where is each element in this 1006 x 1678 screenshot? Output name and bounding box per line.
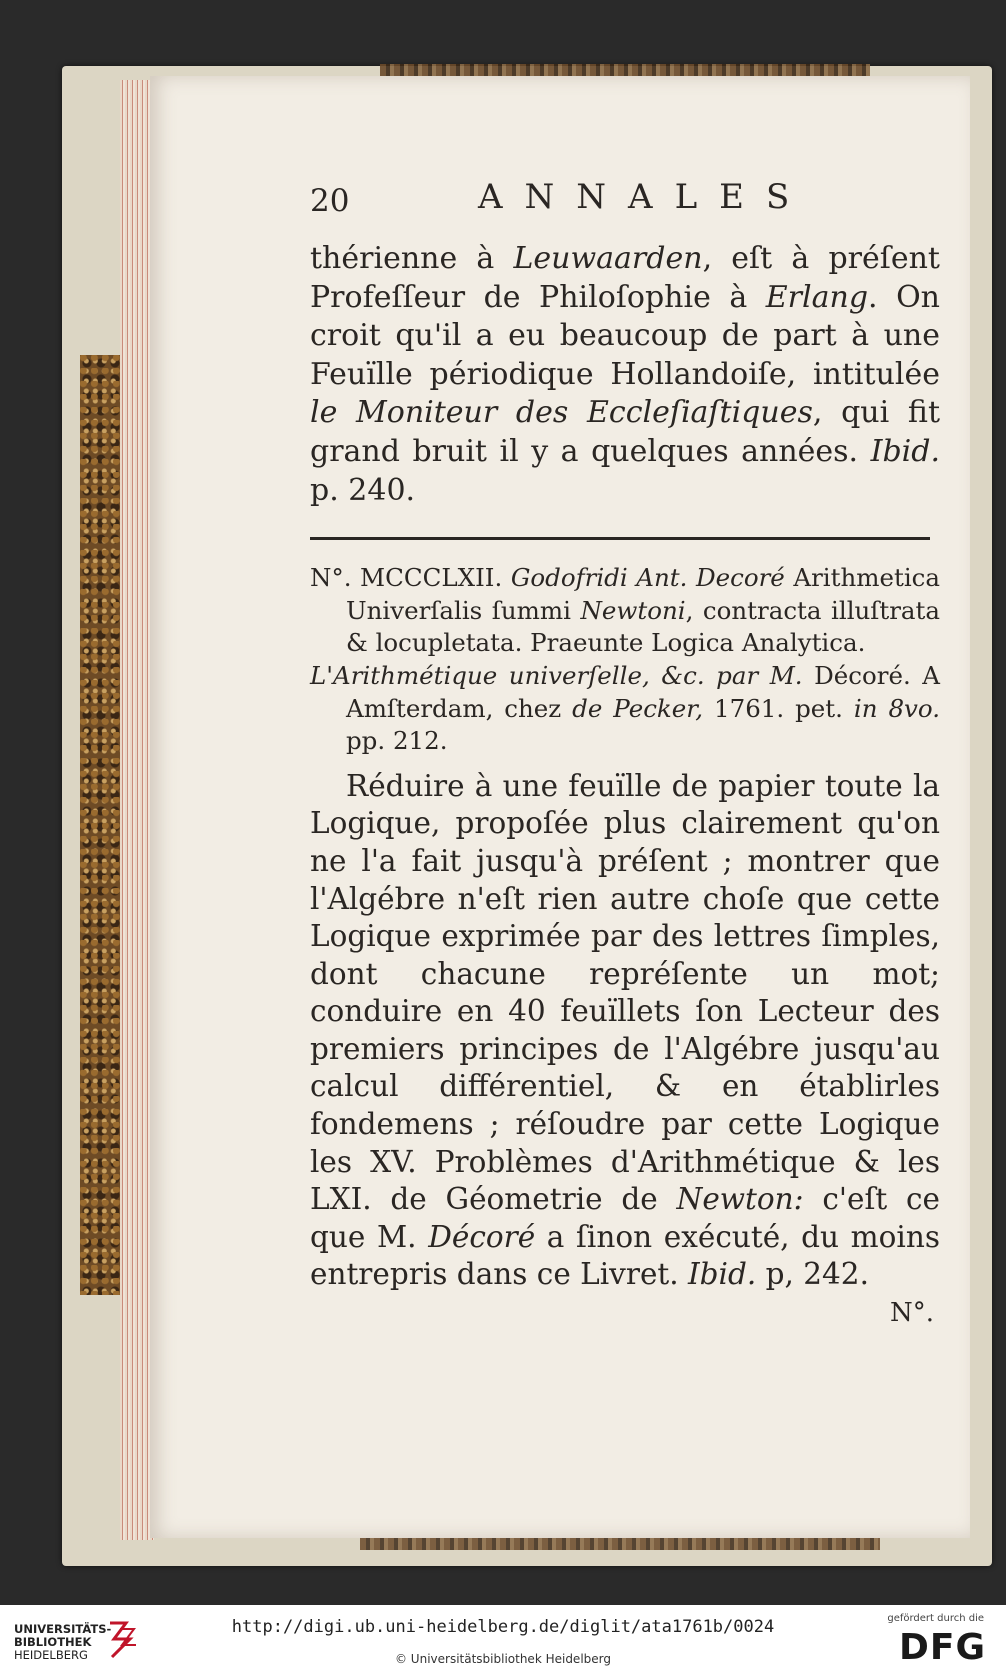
italic-span: in 8vo. [853,693,940,723]
marbled-paper [80,355,120,1295]
copyright-notice: © Universitätsbibliothek Heidelberg [394,1652,611,1666]
paragraph-2: Réduire à une feuïlle de papier toute la Logique, propoſée plus clairement qu'on ne l'a fait jusqu'à préſent ; montrer que l'Algébre n'eſt rien autre choſe que cette Logique exprimée par des lettres ſimples, dont chacune repréſente un mot; conduire en 40 feuïllets ſon Lecteur des premiers principes de l'Algébre jusqu'au calcul différentiel, & en établirles fondemens ; réſoudre par cette Logique les XV. Problèmes d'Arithmétique & les LXI. de Géometrie de Newton: c'eſt ce que M. Décoré a ſinon exécuté, du moins entrepris dans ce Livret. Ibid. p, 242. [310,768,940,1292]
page-number: 20 [310,183,350,219]
running-title: ANNALES [478,177,812,217]
italic-span: le Moniteur des Eccleſiaſtiques [310,395,813,431]
notice-entry-latin: N°. MCCCLXII. Godofridi Ant. Decoré Arithmetica Univerſalis ſummi Newtoni, contracta illuſtrata & locupletata. Praeunte Logica Analytica. [310,563,940,658]
italic-span: de Pecker, [572,693,704,723]
italic-span: Décoré [428,1219,536,1254]
page-text [310,175,940,1328]
library-line-3: HEIDELBERG [14,1648,88,1662]
library-line-2: BIBLIOTHEK [14,1635,92,1649]
running-head [310,175,940,225]
book-notice [310,562,940,758]
page-edges [120,80,154,1540]
notice-entry-french: L'Arithmétique univerſelle, &c. par M. Décoré. A Amſterdam, chez de Pecker, 1761. pet. in 8vo. pp. 212. [310,660,940,756]
italic-span: Ibid. [688,1257,757,1292]
catchword: N°. [889,1298,934,1329]
library-line-1: UNIVERSITÄTS- [14,1622,112,1636]
italic-span: Ibid. [870,433,940,469]
italic-span: L'Arithmétique univerſelle, &c. par M. [310,660,803,690]
paragraph-1: thérienne à Leuwaarden, eſt à préſent Profeſſeur de Philoſophie à Erlang. On croit qu'il a eu beaucoup de part à une Feuïlle périodique Hollandoiſe, intitulée le Moniteur des Eccleſiaſtiques, qui fit grand bruit il y a quelques années. Ibid. p. 240. [310,241,940,508]
italic-span: Newtoni [580,595,686,625]
dfg-logo[interactable]: DFG [898,1627,986,1668]
italic-span: Godofridi Ant. Decoré [510,563,785,593]
viewer-footer [0,1605,1006,1678]
page-url-link[interactable]: http://digi.ub.uni-heidelberg.de/diglit/ata1761b/0024 [231,1617,775,1637]
cover-edge-bottom [360,1538,880,1550]
italic-span: Erlang [765,279,869,315]
horizontal-rule [310,537,930,540]
italic-span: Newton: [676,1182,804,1217]
funded-by-label: gefördert durch die [887,1613,984,1624]
italic-span: Leuwaarden [513,241,703,276]
